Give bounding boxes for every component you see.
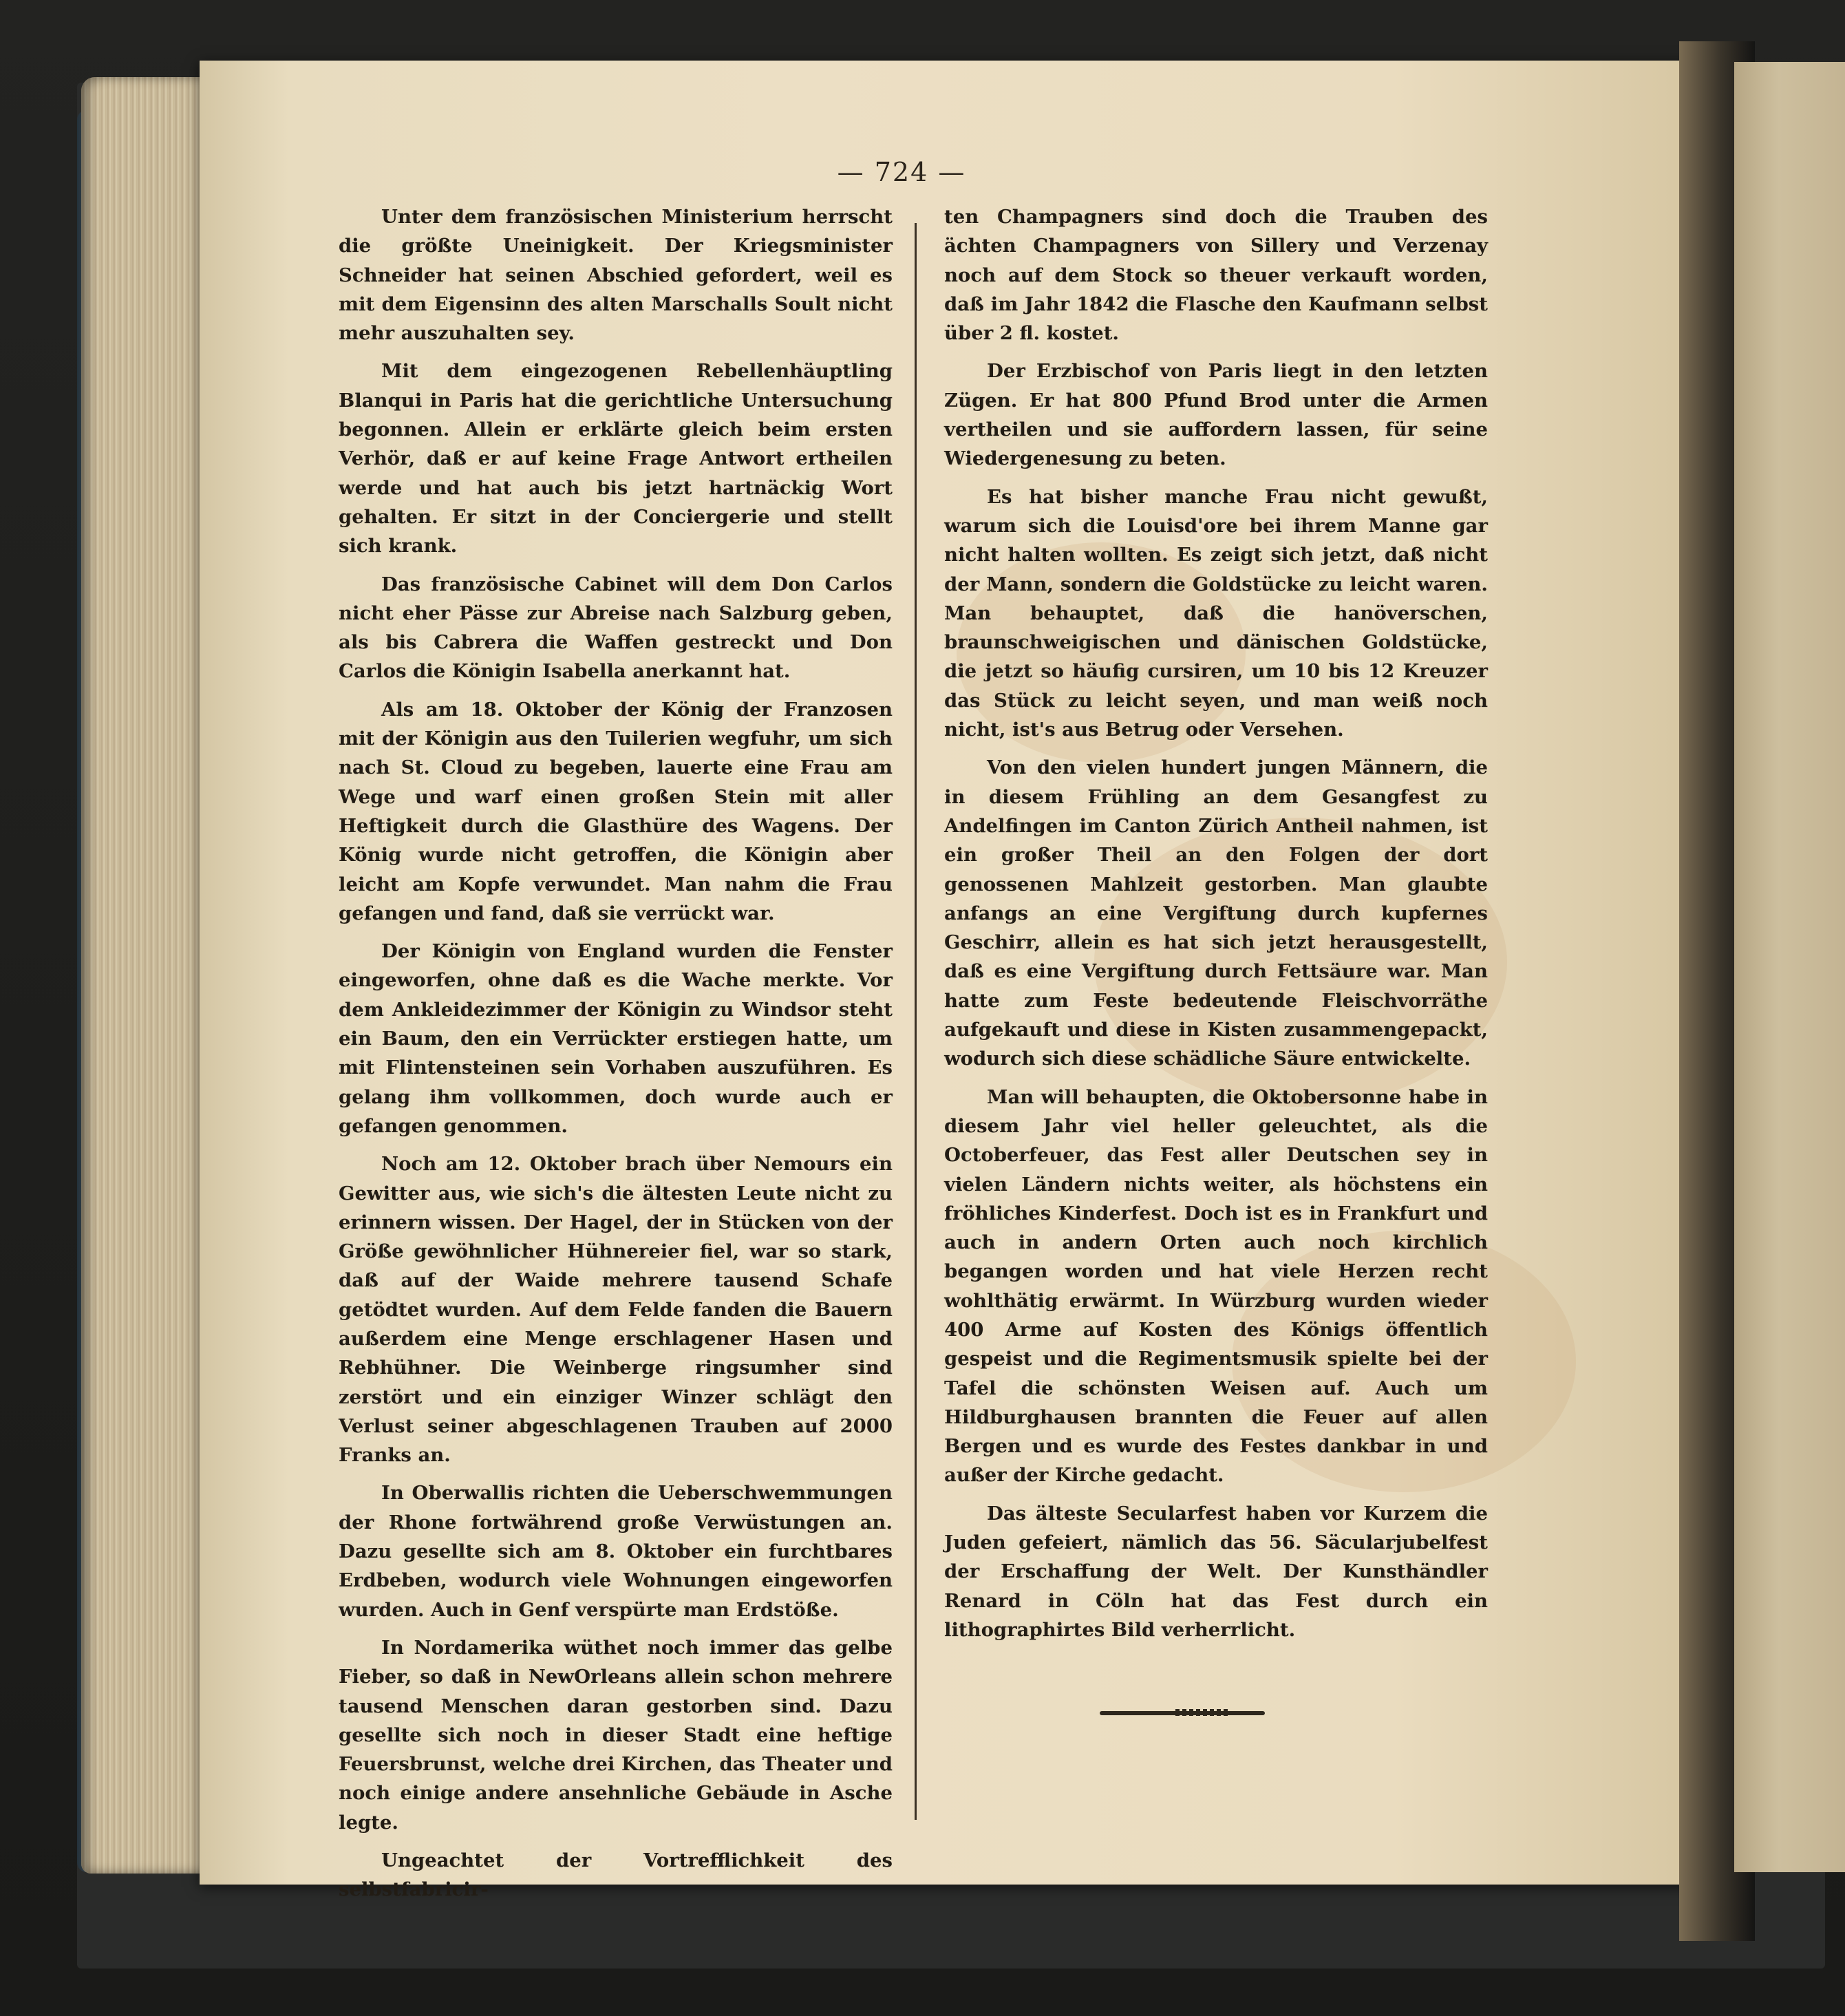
left-column xyxy=(339,202,893,1913)
paragraph: Das französische Cabinet will dem Don Carlos nicht eher Pässe zur Abreise nach Salzburg geben, als bis Cabrera die Waffen gestreckt und Don Carlos die Königin Isabella anerkannt hat. xyxy=(339,573,893,683)
paragraph: Der Erzbischof von Paris liegt in den letzten Zügen. Er hat 800 Pfund Brod unter die Armen vertheilen und sie auffordern lassen, für seine Wiedergenesung zu beten. xyxy=(944,360,1488,470)
column-divider xyxy=(915,223,917,1820)
paragraph: Das älteste Secularfest haben vor Kurzem die Juden gefeiert, nämlich das 56. Säcularjubelfest der Erschaffung der Welt. Der Kunsthändler Renard in Cöln hat das Fest durch ein lithographirtes Bild verherrlicht. xyxy=(944,1502,1488,1641)
paragraph: Unter dem französischen Ministerium herrscht die größte Uneinigkeit. Der Kriegsminister Schneider hat seinen Abschied gefordert, weil es mit dem Eigensinn des alten Marschalls Soult nicht mehr auszuhalten sey. xyxy=(339,206,893,345)
paragraph: Der Königin von England wurden die Fenster eingeworfen, ohne daß es die Wache merkte. Vor dem Ankleidezimmer der Königin zu Windsor steht ein Baum, den ein Verrückter erstiegen hatte, um mit Flintensteinen sein Vorhaben auszuführen. Es gelang ihm vollkommen, doch wurde auch er gefangen genommen. xyxy=(339,940,893,1137)
paragraph: Mit dem eingezogenen Rebellenhäuptling Blanqui in Paris hat die gerichtliche Untersuchung begonnen. Allein er erklärte gleich beim ersten Verhör, daß er auf keine Frage Antwort ertheilen werde und hat auch bis jetzt hartnäckig Wort gehalten. Er sitzt in der Conciergerie und stellt sich krank. xyxy=(339,360,893,558)
page-edges xyxy=(81,77,212,1874)
paragraph: In Nordamerika wüthet noch immer das gelbe Fieber, so daß in NewOrleans allein schon mehrere tausend Menschen daran gestorben sind. Dazu gesellte sich noch in dieser Stadt eine heftige Feuersbrunst, welche drei Kirchen, das Theater und noch einige andere ansehnliche Gebäude in Asche legte. xyxy=(339,1636,893,1834)
page-number: — 724 — xyxy=(837,157,966,187)
facing-page-edge xyxy=(1734,62,1845,1872)
end-ornament xyxy=(1100,1711,1265,1715)
paragraph: Es hat bisher manche Frau nicht gewußt, warum sich die Louisd'ore bei ihrem Manne gar nicht halten wollten. Es zeigt sich jetzt, daß nicht der Mann, sondern die Goldstücke zu leicht waren. Man behauptet, daß die hanöverschen, braunschweigischen und dänischen Goldstücke, die jetzt so häufig cursiren, um 10 bis 12 Kreuzer das Stück zu leicht seyen, und man weiß noch nicht, ist's aus Betrug oder Versehen. xyxy=(944,485,1488,741)
paragraph: Man will behaupten, die Oktobersonne habe in diesem Jahr viel heller geleuchtet, als die Octoberfeuer, das Fest aller Deutschen sey in vielen Ländern nichts weiter, als höchstens ein fröhliches Kinderfest. Doch ist es in Frankfurt und auch in andern Orten auch noch kirchlich begangen worden und hat viele Herzen recht wohlthätig erwärmt. In Würzburg wurden wieder 400 Arme auf Kosten des Königs öffentlich gespeist und die Regimentsmusik spielte bei der Tafel die schönsten Weisen auf. Auch um Hildburghausen brannten die Feuer auf allen Bergen und es wurde des Festes dankbar in und außer der Kirche gedacht. xyxy=(944,1085,1488,1487)
paragraph: Als am 18. Oktober der König der Franzosen mit der Königin aus den Tuilerien wegfuhr, um sich nach St. Cloud zu begeben, lauerte eine Frau am Wege und warf einen großen Stein mit aller Heftigkeit durch die Glasthüre des Wagens. Der König wurde nicht getroffen, die Königin aber leicht am Kopfe verwundet. Man nahm die Frau gefangen und fand, daß sie verrückt war. xyxy=(339,698,893,924)
paragraph: ten Champagners sind doch die Trauben des ächten Champagners von Sillery und Verzenay noch auf dem Stock so theuer verkauft worden, daß im Jahr 1842 die Flasche den Kaufmann selbst über 2 fl. kostet. xyxy=(944,206,1488,345)
paragraph: In Oberwallis richten die Ueberschwemmungen der Rhone fortwährend große Verwüstungen an. Dazu gesellte sich am 8. Oktober ein furchtbares Erdbeben, wodurch viele Wohnungen eingeworfen wurden. Auch in Genf verspürte man Erdstöße. xyxy=(339,1482,893,1621)
paragraph: Noch am 12. Oktober brach über Nemours ein Gewitter aus, wie sich's die ältesten Leute nicht zu erinnern wissen. Der Hagel, der in Stücken von der Größe gewöhnlicher Hühnereier fiel, war so stark, daß auf der Waide mehrere tausend Schafe getödtet wurden. Auf dem Felde fanden die Bauern außerdem eine Menge erschlagener Hasen und Rebhühner. Die Weinberge ringsumher sind zerstört und ein einziger Winzer schlägt den Verlust seiner abgeschlagenen Trauben auf 2000 Franks an. xyxy=(339,1153,893,1467)
paragraph: Von den vielen hundert jungen Männern, die in diesem Frühling an dem Gesangfest zu Andelfingen im Canton Zürich Antheil nahmen, ist ein großer Theil an den Folgen der dort genossenen Mahlzeit gestorben. Man glaubte anfangs an eine Vergiftung durch kupfernes Geschirr, allein es hat sich jetzt herausgestellt, daß es eine Vergiftung durch Fettsäure war. Man hatte zum Feste bedeutende Fleischvorräthe aufgekauft und diese in Kisten zusammengepackt, wodurch sich diese schädliche Säure entwickelte. xyxy=(944,756,1488,1070)
paragraph: Ungeachtet der Vortrefflichkeit des selbstfabricir- xyxy=(339,1849,893,1901)
right-column xyxy=(944,202,1488,1653)
